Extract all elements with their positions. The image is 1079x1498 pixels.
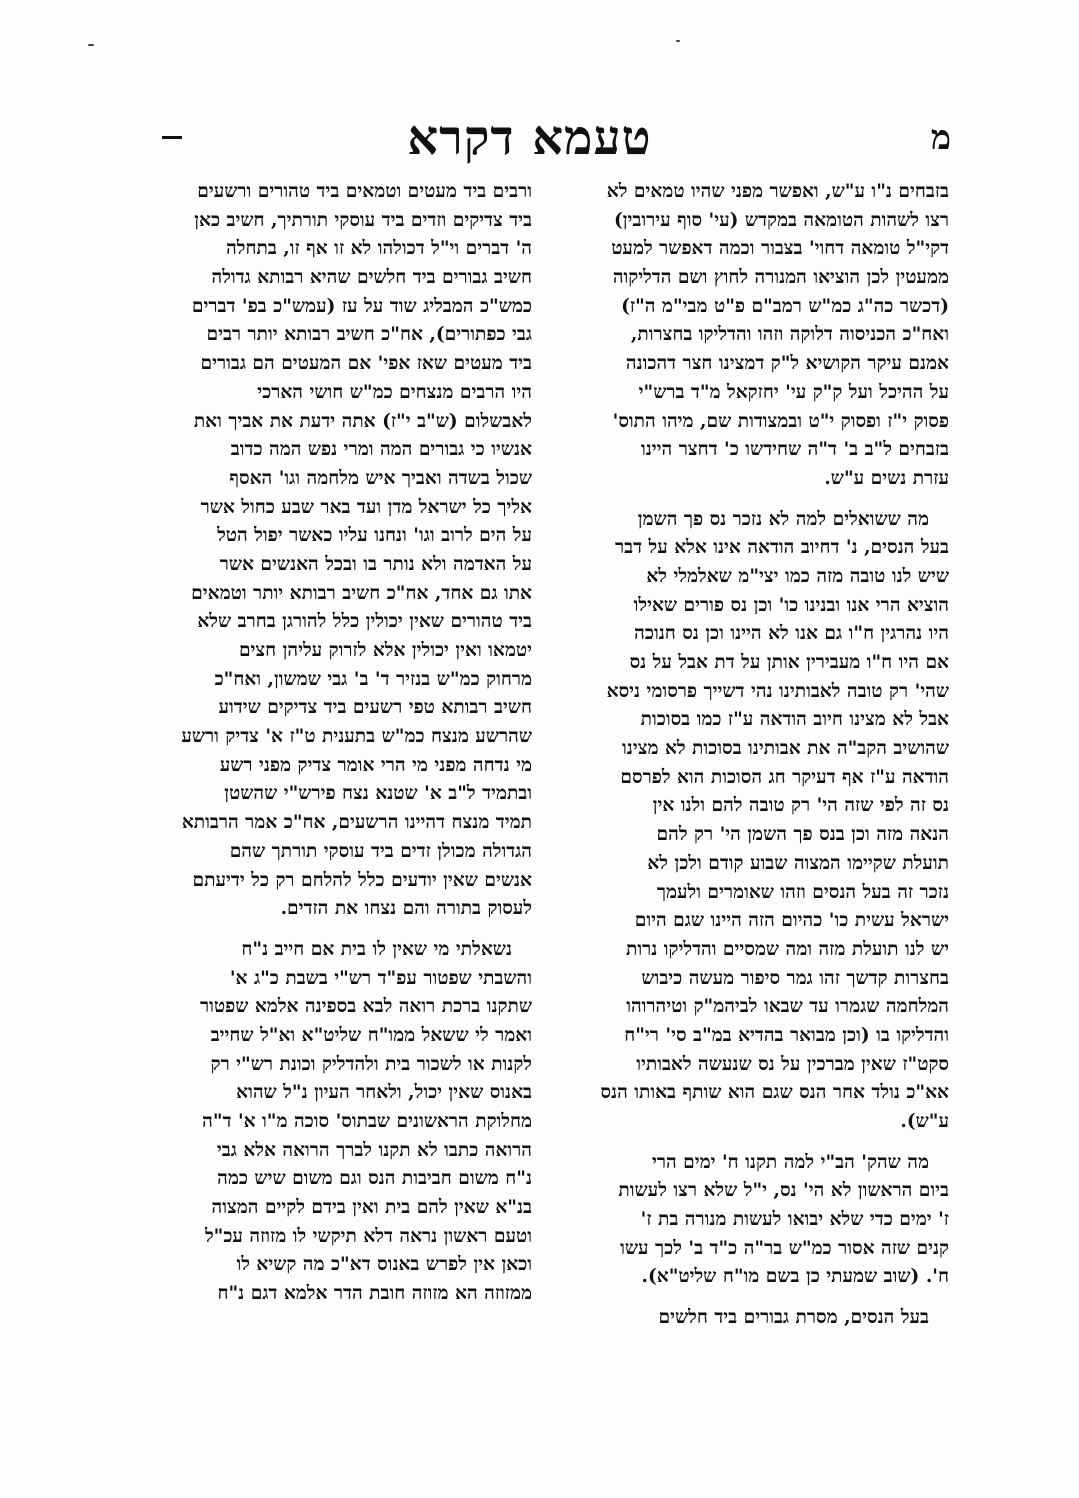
text-line: יש לנו תועלת מזה ומה שמסיים והדליקו נרות [626,938,949,960]
text-line: היו הרבים מנצחים כמ"ש חושי הארכי [257,381,532,403]
text-line: הנאה מזה וכן בנס פך השמן הי' רק להם [656,824,949,846]
text-line: ישראל עשית כו' כהיום הזה היינו שגם היום [634,910,949,932]
text-line: וטעם ראשון נראה דלא תיקשי לו מזוזה עכ"ל [204,1225,532,1247]
text-line: ובתמיד ל"ב א' שטנא נצח פירש"י שהשטן [224,783,532,805]
text-line: ע"ש). [900,1111,949,1132]
text-line: אתו גם אחד, אח"כ חשיב רבותא יותר וטמאים [191,582,532,604]
text-line: מחלוקת הראשונים שבתוס' סוכה מ"ו א' ד"ה [202,1111,532,1132]
text-line: אנשיו כי גבורים המה ומרי נפש המה כדוב [230,439,532,461]
text-line: על ההיכל ועל ק"ק עי' יחזקאל מ"ד ברש"י [638,381,949,403]
paragraph-gap [106,924,532,936]
text-line: אליך כל ישראל מדן ועד באר שבע כחול אשר [200,496,532,518]
text-line: בעל הנסים, נ' דחיוב הודאה אינו אלא על דבר [615,537,949,559]
text-line: ביד טהורים שאין יכולין כלל להורגן בחרב שלא [197,611,532,633]
text-line: אא"כ נולד אחר הנס שגם הוא שותף באותו הנס [600,1082,949,1104]
text-line: והשבתי שפטור עפ"ד רש"י בשבת כ"ג א' [229,967,532,989]
text-line: שהרשע מנצח כמ"ש בתענית ט"ז א' צדיק ורשע [181,726,532,748]
text-line: בנ"א שאין להם בית ואין בידם לקיים המצוה [211,1197,532,1219]
text-line: כמש"כ המבליג שוד על עז (עמש"כ בפ' דברים [191,295,532,317]
text-line: מה ששואלים למה לא נזכר נס פך השמן [637,508,929,530]
text-line: ה' דברים וי"ל דכולהו לא זו אף זו, בתחלה [226,238,532,260]
text-line: נס זה לפי שזה הי' רק טובה להם ולנו אין [652,795,949,817]
scan-speck [88,44,94,46]
text-line: שתקנו ברכת רואה לבא בספינה אלמא שפטור [199,996,532,1018]
text-line: שהי' רק טובה לאבותינו נהי דשייך פרסומי ניסא [606,680,949,702]
text-line: שיש לנו טובה מזה כמו יצי"מ שאלמלי לא [646,565,949,587]
text-line: ממעטין לכן הוציאו המנורה לחוץ ושם הדליקוה [612,267,949,289]
left-column [106,178,532,1309]
text-line: בעל הנסים, מסרת גבורים ביד חלשים [658,1307,929,1329]
header-dash [162,136,182,139]
text-line: הרואה כתבו לא תקנו לברך הרואה אלא גבי [216,1139,532,1161]
text-line: לעסוק בתורה והם נצחו את הזדים. [280,898,532,920]
text-line: בחצרות קדשך זהו גמר סיפור מעשה כיבוש [641,967,949,989]
text-line: לקנות או לשכור בית ולהדליק וכונת רש"י רק [210,1053,532,1075]
text-line: הוציא הרי אנו ובנינו כו' וכן נס פורים שאילו [633,594,949,616]
text-line: וכאן אין לפרש באנוס דא"כ מה קשיא לו [236,1254,532,1276]
text-line: נ"ח משום חביבות הנס וגם משום שיש כמה [217,1168,532,1190]
text-line: ואמר לי ששאל ממו"ח שליט"א וא"ל שחייב [210,1024,532,1046]
text-line: שכול בשדה ואביך איש מלחמה וגו' האסף [229,467,532,489]
paragraph-gap [523,1137,949,1149]
text-line: יטמאו ואין יכולין אלא לזרוק עליהן חצים [238,640,532,661]
page-header [100,110,959,170]
text-line: ורבים ביד מעטים וטמאים ביד טהורים ורשעים [197,181,532,202]
text-line: המלחמה שגמרו עד שבאו לביהמ"ק וטיהרוהו [626,996,949,1018]
text-line: שהושיב הקב"ה את אבותינו בסוכות לא מצינו [622,738,949,760]
text-line: והדליקו בו (וכן מבואר בהדיא במ"ב סי' רי"ח [624,1024,949,1046]
text-line: היו נהרגין ח"ו גם אנו לא היינו וכן נס חנוכה [634,623,949,645]
text-line: על האדמה ולא נותר בו ובכל האנשים אשר [219,553,532,575]
text-line: הודאה ע"ז אף דעיקר חג הסוכות הוא לפרסם [620,766,949,788]
text-line: נשאלתי מי שאין לו בית אם חייב נ"ח [241,938,512,960]
text-line: לאבשלום (ש"ב י"ז) אתה ידעת את אביך ואת [193,410,532,432]
text-line: מי נדחה מפני מי הרי אומר צדיק מפני רשע [219,754,532,776]
page-title: טעמא דקרא [407,110,652,166]
text-line: דקי"ל טומאה דחוי' בצבור וכמה דאפשר למעט [611,238,949,260]
text-line: ביד מעטים שאז אפי' אם המעטים הם גבורים [200,353,532,375]
text-line: אם היו ח"ו מעבירין אותן על דת אבל על נס [629,652,949,673]
text-line: ואח"כ הכניסוה דלוקה וזהו והדליקו בחצרות, [630,324,949,346]
text-line: פסוק י"ז ופסוק י"ט ובמצודות שם, מיהו התוס' [612,410,949,432]
text-line: מה שהק' הב"י למה תקנו ח' ימים הרי [651,1151,929,1173]
paragraph-gap [523,1292,949,1304]
text-line: עזרת נשים ע"ש. [824,467,949,489]
text-line: ביד צדיקים וזדים ביד עוסקי תורתיך, חשיב כאן [194,209,532,231]
text-line: ממזוזה הא מזוזה חובת הדר אלמא דגם נ"ח [217,1283,532,1305]
text-line: בזבחים ל"ב ב' ד"ה שחידשו כ' דחצר היינו [641,439,949,461]
paragraph-gap [523,494,949,506]
text-line: חשיב גבורים ביד חלשים שהיא רבותא גדולה [211,267,532,289]
text-line: מרחוק כמ"ש בנזיר ד' ב' גבי שמשון, ואח"כ [214,668,532,690]
text-line: חשיב רבותא טפי רשעים ביד צדיקים שידוע [218,697,532,719]
text-line: (דכשר כה"ג כמ"ש רמב"ם פ"ט מבי"מ ה"ז) [621,295,949,317]
scan-speck [676,40,680,42]
text-line: ביום הראשון לא הי' נס, י"ל שלא רצו לעשות [618,1180,949,1202]
text-line: על הים לרוב וגו' ונחנו עליו כאשר יפול הטל [217,525,532,547]
text-line: באנוס שאין יכול, ולאחר העיון נ"ל שהוא [236,1082,532,1104]
page-number: מ [930,118,951,158]
right-column [523,178,949,1333]
text-line: אמנם עיקר הקושיא ל"ק דמצינו חצר דהכונה [625,353,949,375]
text-line: תמיד מנצח דהיינו הרשעים, אח"כ אמר הרבותא [181,812,532,834]
text-line: נזכר זה בעל הנסים וזהו שאומרים ולעמך [656,881,949,903]
text-line: קנים שזה אסור כמ"ש בר"ה כ"ד ב' לכך עשו [620,1237,949,1259]
text-line: ח'. (שוב שמעתי כן בשם מו"ח שליט"א). [641,1266,949,1288]
text-line: ז' ימים כדי שלא יבואו לעשות מנורה בת ז' [640,1209,949,1231]
text-line: בזבחים נ"ו ע"ש, ואפשר מפני שהיו טמאים לא [606,181,949,202]
text-line: רצו לשהות הטומאה במקדש (עי' סוף עירובין) [613,209,949,231]
text-line: תועלת שקיימו המצוה שבוע קודם ולכן לא [647,852,949,874]
text-line: גבי כפתורים), אח"כ חשיב רבותא יותר רבים [206,324,532,346]
text-line: הגדולה מכולן זדים ביד עוסקי תורתך שהם [229,840,532,862]
text-line: אבל לא מצינו חיוב הודאה ע"ז כמו בסוכות [640,709,949,731]
text-line: סקט"ז שאין מברכין על נס שנעשה לאבותיו [636,1053,949,1075]
text-line: אנשים שאין יודעים כלל להלחם רק כל ידיעתם [192,869,532,891]
